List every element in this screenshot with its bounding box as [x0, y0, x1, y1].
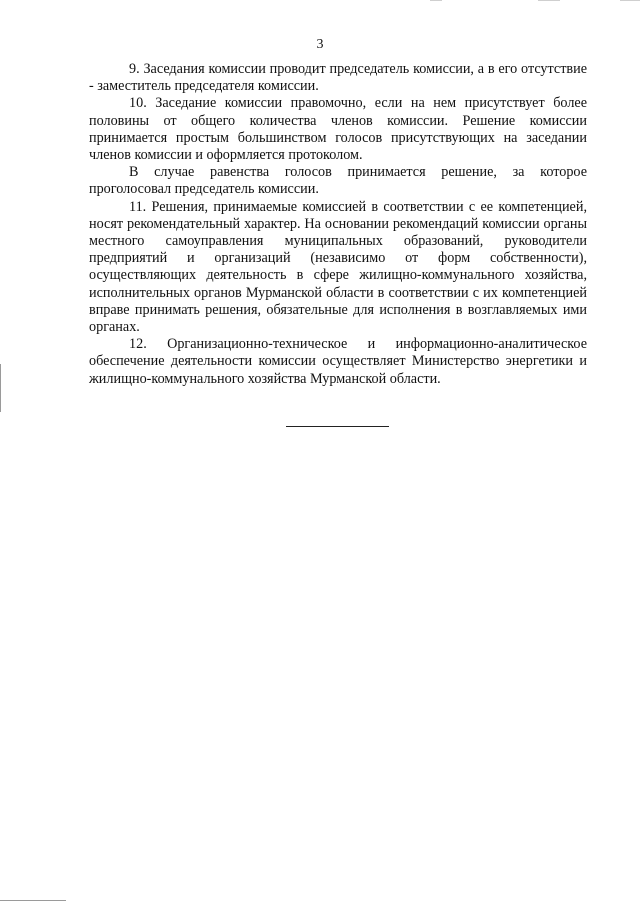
paragraph-9: 9. Заседания комиссии проводит председатель комиссии, а в его отсутствие - заместитель председателя комиссии.	[89, 61, 587, 95]
scan-artifact	[620, 0, 640, 1]
scan-artifact	[0, 900, 66, 901]
paragraph-tie-vote: В случае равенства голосов принимается решение, за которое проголосовал председатель комиссии.	[89, 164, 587, 198]
paragraph-11: 11. Решения, принимаемые комиссией в соответствии с ее компетенцией, носят рекомендательный характер. На основании рекомендаций комиссии органы местного самоуправления муниципальных образований, руководители предприятий и организаций (независимо от форм собственности), осуществляющих деятельность в сфере жилищно-коммунального хозяйства, исполнительных органов Мурманской области в соответствии с их компетенцией вправе принимать решения, обязательные для исполнения в возглавляемых ими органах.	[89, 198, 587, 336]
scan-artifact	[430, 0, 442, 1]
scan-artifact	[538, 0, 560, 1]
document-body	[89, 61, 587, 388]
end-separator-line	[286, 426, 389, 427]
page-number: 3	[316, 37, 324, 52]
scan-artifact	[0, 364, 1, 412]
paragraph-10: 10. Заседание комиссии правомочно, если на нем присутствует более половины от общего количества членов комиссии. Решение комиссии принимается простым большинством голосов присутствующих на заседании членов комиссии и оформляется протоколом.	[89, 95, 587, 164]
paragraph-12: 12. Организационно-техническое и информационно-аналитическое обеспечение деятельности комиссии осуществляет Министерство энергетики и жилищно-коммунального хозяйства Мурманской области.	[89, 336, 587, 387]
